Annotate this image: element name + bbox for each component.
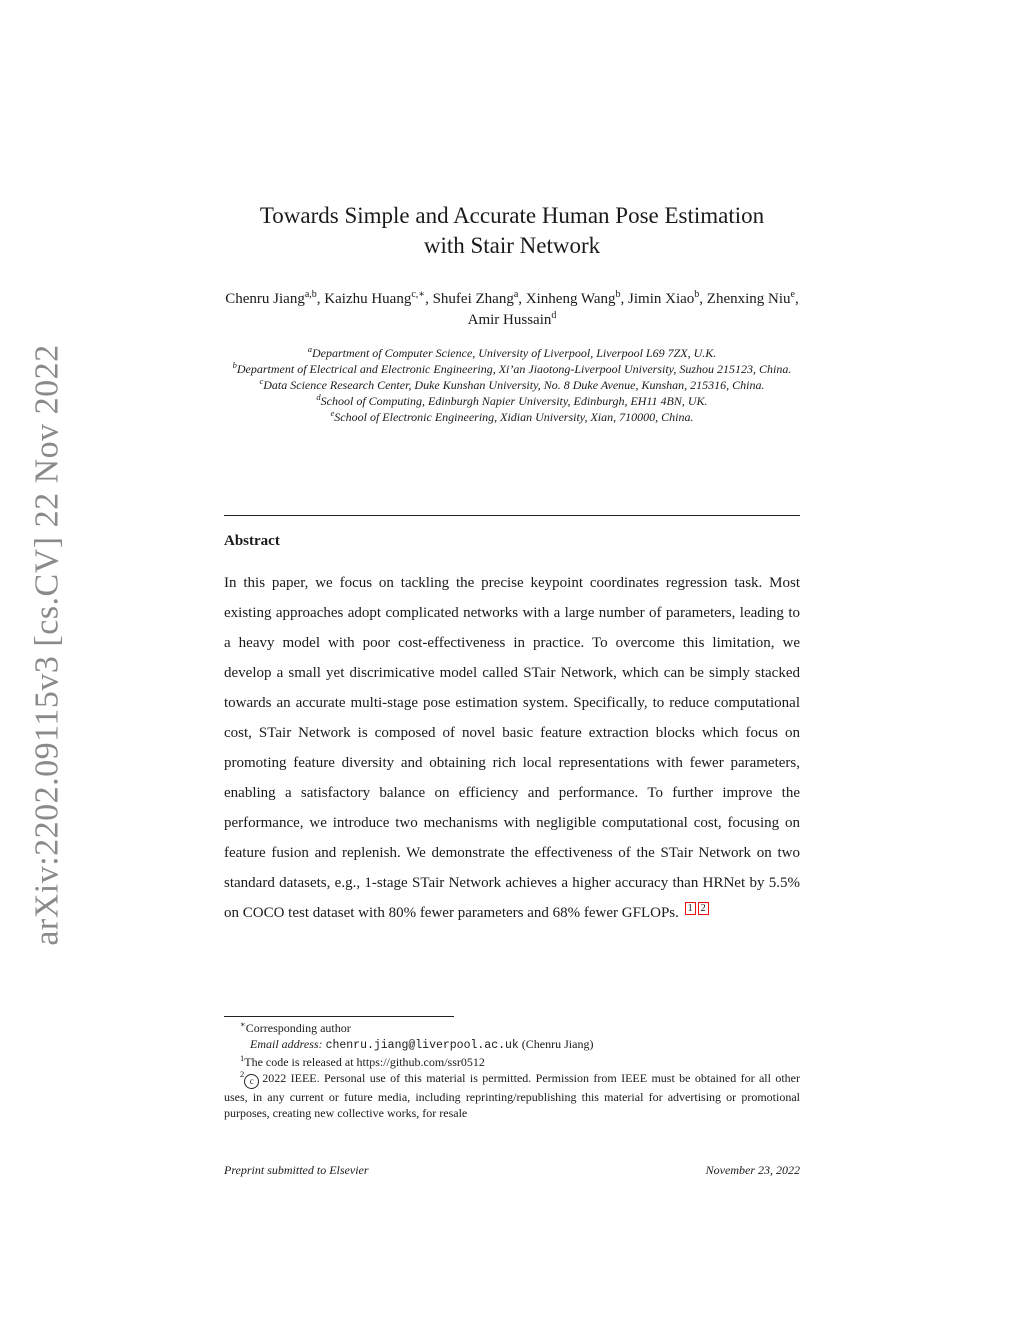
title-line-2: with Stair Network <box>423 233 601 258</box>
author: Shufei Zhang$^a$, <box>432 289 526 307</box>
affiliation: $^a$Department of Computer Science, University of Liverpool, Liverpool L69 7ZX, U.K. <box>307 344 717 360</box>
preprint-note: Preprint submitted to Elsevier <box>224 1163 369 1177</box>
affiliation: $^b$Department of Electrical and Electronic Engineering, Xi’an Jiaotong-Liverpool University, Suzhou 215123, China. <box>232 360 792 376</box>
author: Chenru Jiang$^{a,b}$, <box>225 289 325 307</box>
author: Jimin Xiao$^b$, <box>628 289 707 307</box>
arxiv-side-stamp <box>29 344 67 946</box>
footnote-2: $^2$c 2022 IEEE. Personal use of this material is permitted. Permission from IEEE must be obtained for all other uses, in any current or future media, including reprinting/republishing this material for advertising or promotional purposes, creating new collective works, for resale <box>224 1069 800 1120</box>
copyright-icon: c <box>244 1074 259 1089</box>
footnote-corresponding: ∗Corresponding author <box>240 1019 351 1035</box>
footnote-1: $^1$The code is released at https://github.com/ssr0512 <box>240 1053 485 1069</box>
author: Zhenxing Niu$^e$, <box>706 289 799 307</box>
affiliation: $^e$School of Electronic Engineering, Xidian University, Xian, 710000, China. <box>330 408 694 424</box>
abstract-body <box>224 568 800 928</box>
footnote-link-2[interactable]: 2 <box>698 902 709 915</box>
title-line-1: Towards Simple and Accurate Human Pose Estimation <box>259 203 765 228</box>
footnote-email: Email address: chenru.jiang@liverpool.ac.uk (Chenru Jiang) <box>250 1037 594 1052</box>
paper-title <box>200 201 824 261</box>
author: Xinheng Wang$^b$, <box>525 289 629 307</box>
footer-date: November 23, 2022 <box>705 1163 800 1177</box>
author: Kaizhu Huang$^{c,∗}$, <box>324 289 433 307</box>
abstract-top-rule <box>224 515 800 516</box>
author-list <box>220 289 804 331</box>
abstract-heading: Abstract <box>224 533 280 549</box>
affiliation: $^d$School of Computing, Edinburgh Napier University, Edinburgh, EH11 4BN, UK. <box>316 392 708 408</box>
footnote-rule <box>224 1016 454 1017</box>
arxiv-identifier: arXiv:2202.09115v3 [cs.CV] 22 Nov 2022 <box>29 344 67 946</box>
page-footer <box>224 1163 800 1178</box>
footnote-link-1[interactable]: 1 <box>685 902 696 915</box>
footnotes <box>224 1020 800 1121</box>
affiliation: $^c$Data Science Research Center, Duke Kunshan University, No. 8 Duke Avenue, Kunshan, 215316, China. <box>259 376 765 392</box>
email-link[interactable]: chenru.jiang@liverpool.ac.uk <box>325 1039 519 1052</box>
author: Amir Hussain$^d$ <box>467 310 557 328</box>
abstract-text: In this paper, we focus on tackling the precise keypoint coordinates regression task. Most existing approaches adopt complicated networks with a large number of parameters, leading to a heavy model with poor cost-effectiveness in practice. To overcome this limitation, we develop a small yet discrimicative model called STair Network, which can be simply stacked towards an accurate multi-stage pose estimation system. Specifically, to reduce computational cost, STair Network is composed of novel basic feature extraction blocks which focus on promoting feature diversity and obtaining rich local representations with fewer parameters, enabling a satisfactory balance on efficiency and performance. To further improve the performance, we introduce two mechanisms with negligible computational cost, focusing on feature fusion and replenish. We demonstrate the effectiveness of the STair Network on two standard datasets, e.g., 1-stage STair Network achieves a higher accuracy than HRNet by 5.5% on COCO test dataset with 80% fewer parameters and 68% fewer GFLOPs. <box>224 575 800 921</box>
affiliation-list <box>222 345 802 425</box>
